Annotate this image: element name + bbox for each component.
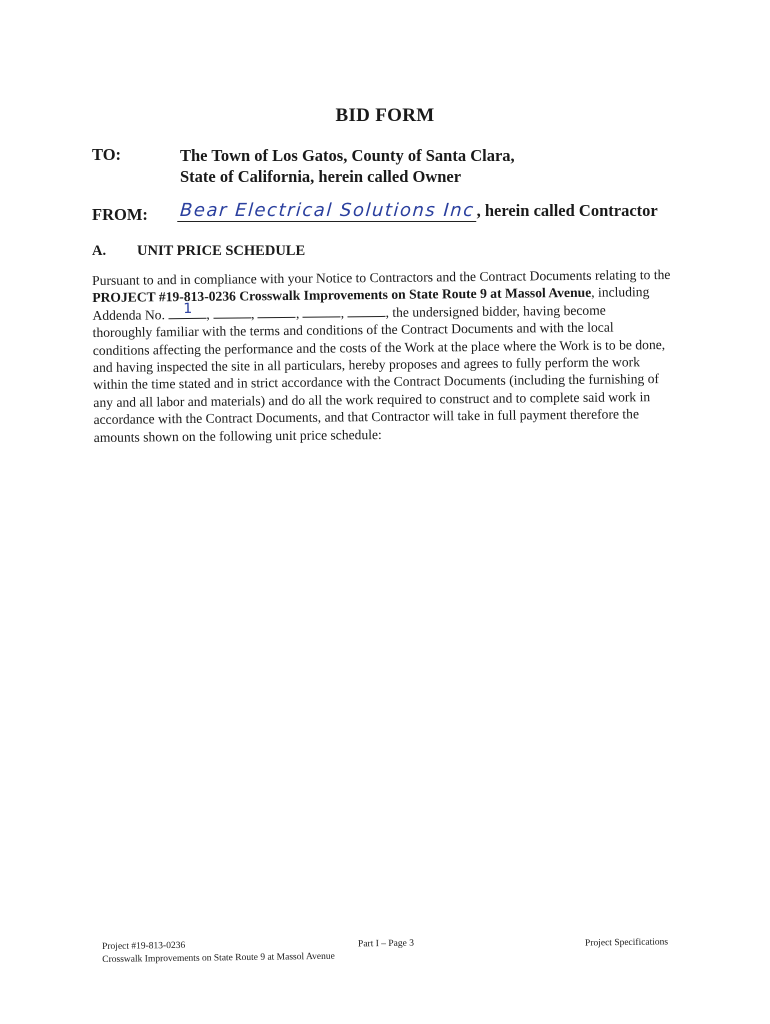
owner-line-2: State of California, herein called Owner [180, 167, 462, 186]
footer-project-name: Crosswalk Improvements on State Route 9 at Massol Avenue [102, 951, 335, 965]
contractor-line [178, 200, 658, 222]
footer-page-number: Part I – Page 3 [357, 938, 415, 950]
paragraph-line: accordance with the Contract Documents, and that Contractor will take in full payment therefore the [93, 406, 640, 428]
addenda-tail: , the undersigned bidder, having become [385, 302, 606, 320]
form-title: BID FORM [335, 105, 435, 126]
addenda-blank-2[interactable] [213, 306, 251, 318]
addenda-line: Addenda No. 1 , , , , , the undersigned bidder, having become [92, 301, 606, 323]
addenda-blank-5[interactable] [347, 305, 385, 317]
contractor-name-field[interactable]: Bear Electrical Solutions Inc [177, 200, 477, 222]
owner-line-1: The Town of Los Gatos, County of Santa Clara, [180, 146, 515, 165]
addenda-blank-1[interactable] [168, 301, 206, 319]
footer-section: Project Specifications [584, 937, 669, 949]
paragraph-line: thoroughly familiar with the terms and conditions of the Contract Documents and with the local [92, 319, 614, 341]
section-letter: A. [92, 243, 107, 259]
from-label: FROM: [92, 205, 148, 224]
paragraph-line: Pursuant to and in compliance with your Notice to Contractors and the Contract Documents relating to the [92, 266, 671, 288]
paragraph-line: amounts shown on the following unit price schedule: [93, 426, 382, 445]
bid-paragraph [92, 266, 684, 446]
paragraph-line: within the time stated and in strict accordance with the Contract Documents (including the furnishing of [93, 371, 660, 393]
paragraph-line: conditions affecting the performance and the costs of the Work at the place where the Work is to be done, [92, 336, 666, 358]
to-label: TO: [92, 145, 122, 164]
paragraph-line: and having inspected the site in all particulars, hereby proposes and agrees to fully perform the work [92, 354, 641, 376]
addenda-blank-3[interactable] [258, 306, 296, 318]
footer-project-number: Project #19-813-0236 [102, 940, 186, 952]
project-reference-tail: , including [591, 284, 650, 301]
section-title: UNIT PRICE SCHEDULE [137, 243, 306, 259]
owner-address [180, 145, 515, 187]
paragraph-line: any and all labor and materials) and do all the work required to construct and to complete said work in [93, 389, 651, 410]
project-reference: PROJECT #19-813-0236 Crosswalk Improvements on State Route 9 at Massol Avenue [92, 285, 592, 306]
addenda-number-handwritten: 1 [183, 301, 193, 318]
contractor-suffix: , herein called Contractor [476, 201, 658, 220]
addenda-label: Addenda No. [92, 307, 166, 323]
footer-project-info [102, 938, 335, 966]
addenda-blank-4[interactable] [303, 305, 341, 317]
